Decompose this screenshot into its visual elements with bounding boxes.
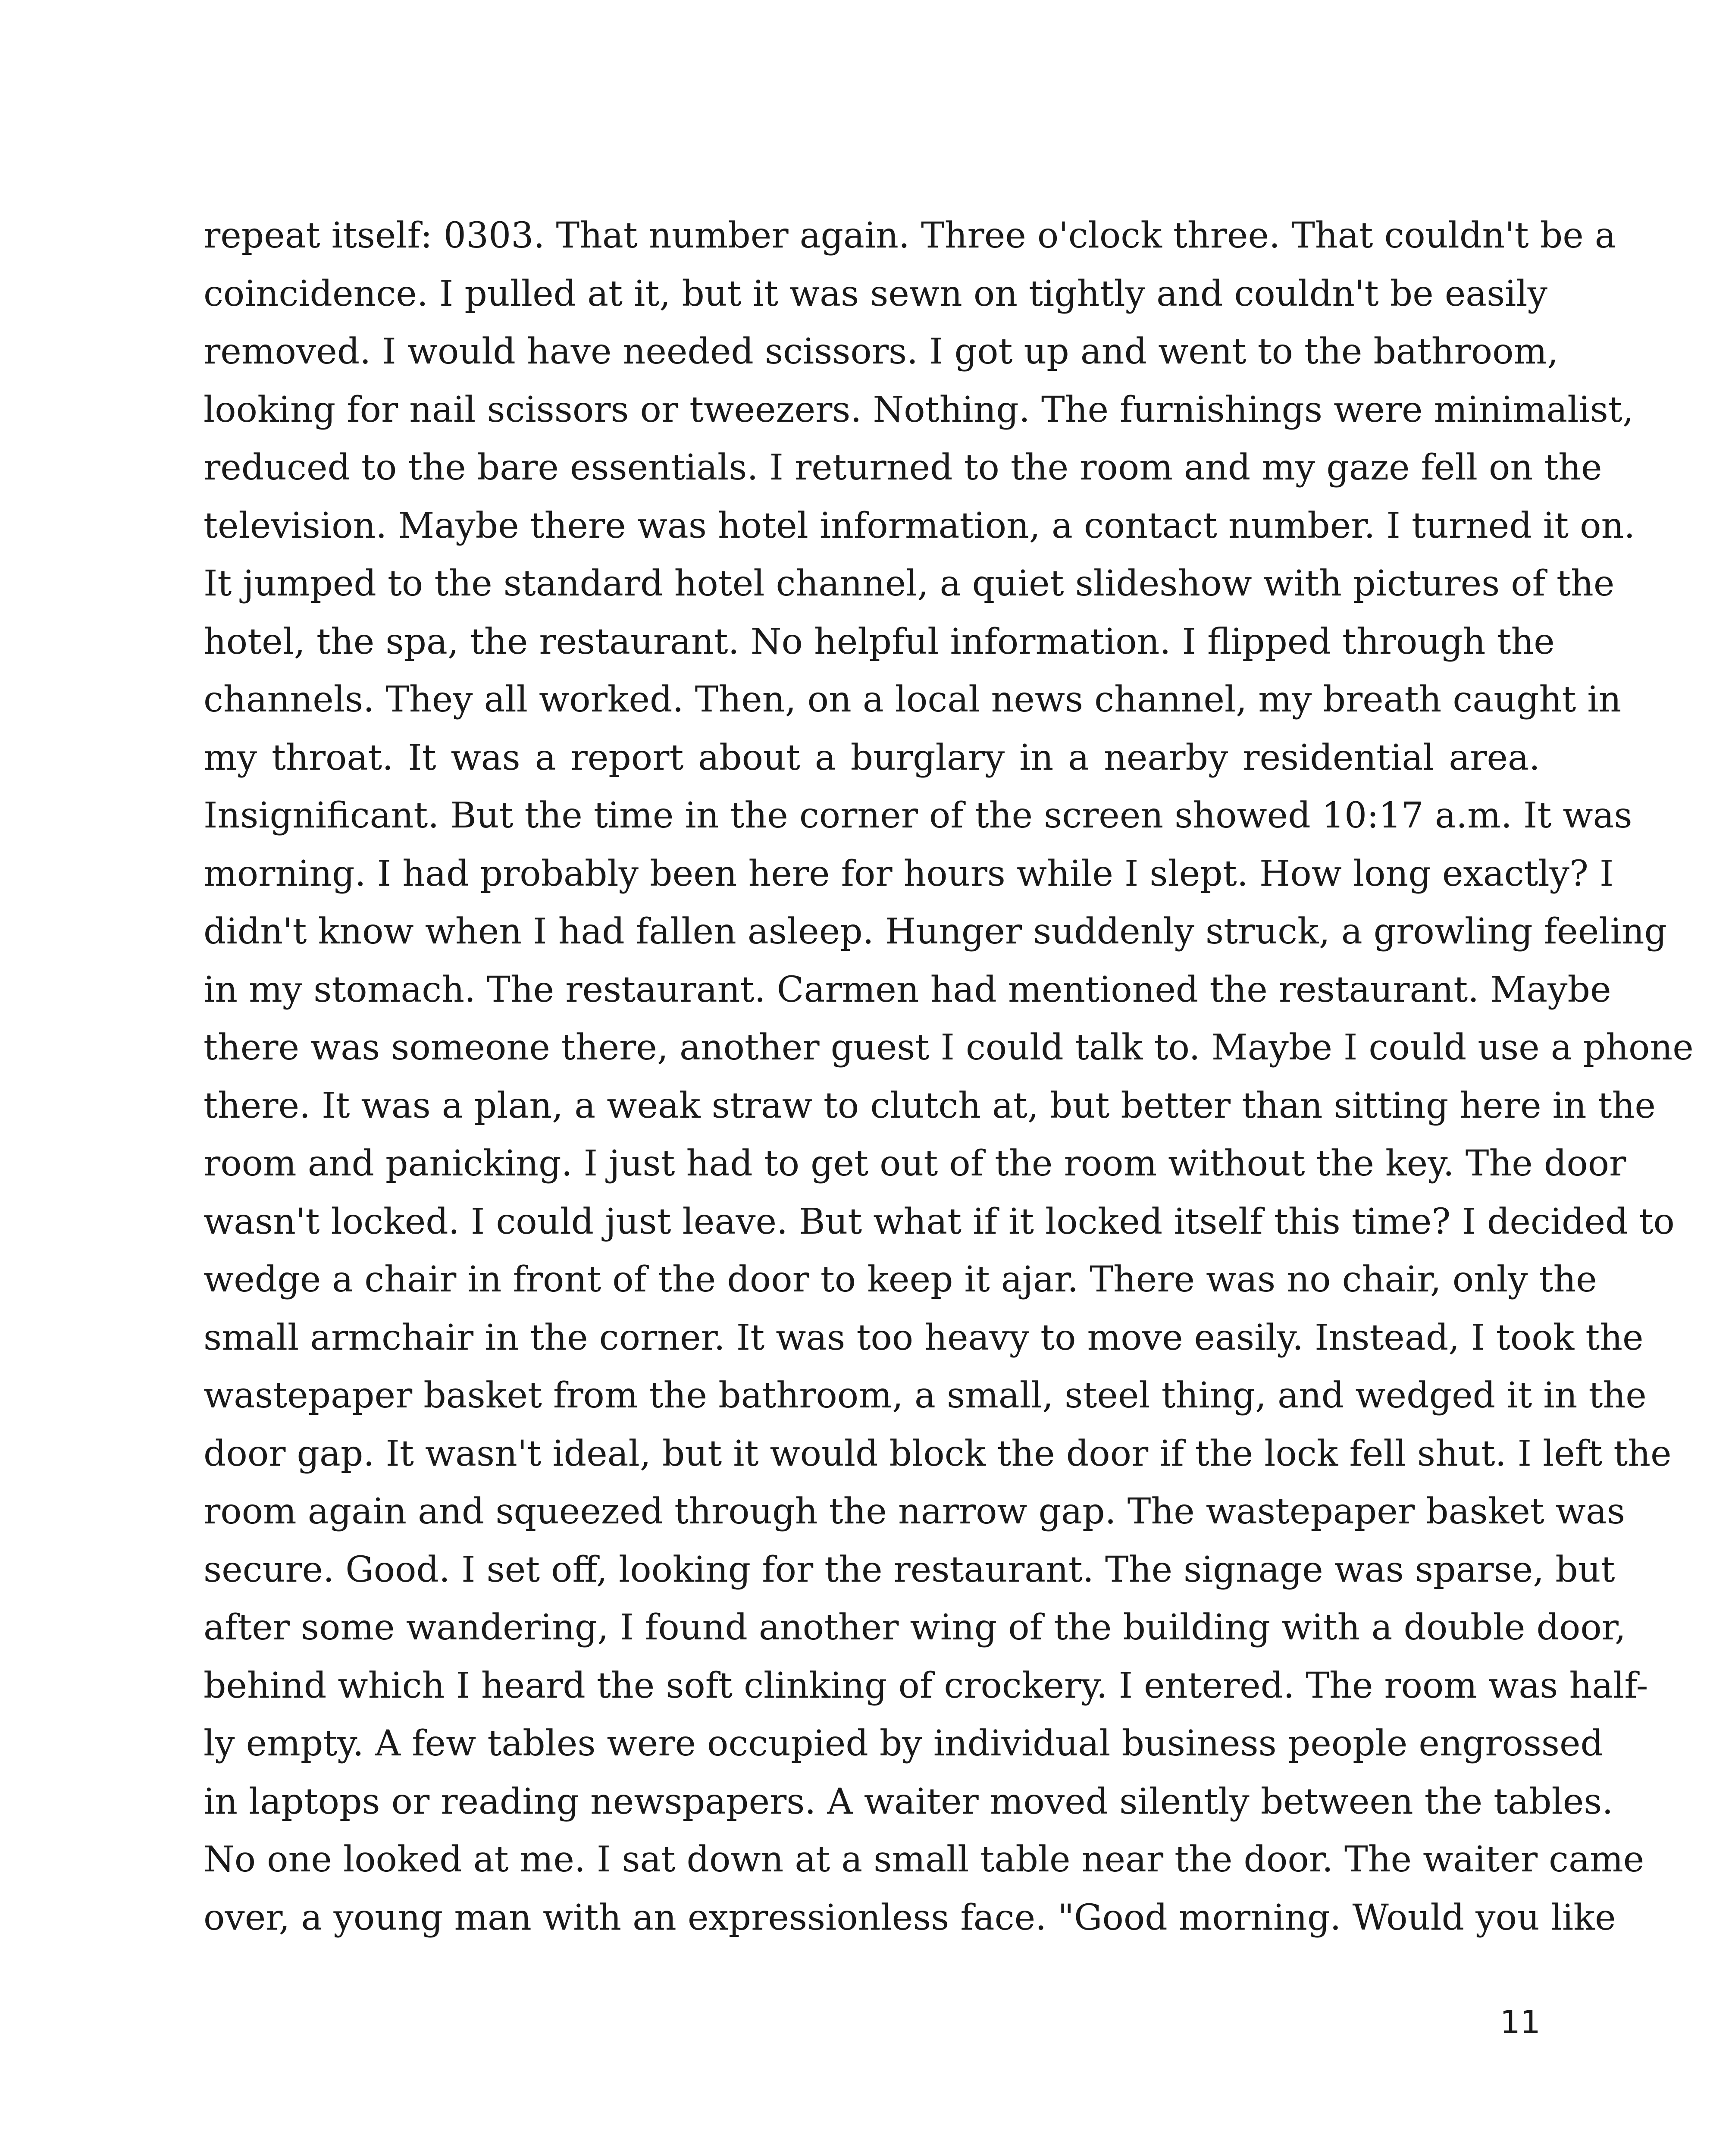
text-line: wastepaper basket from the bathroom, a small, steel thing, and wedged it in the [204, 1375, 1647, 1416]
text-line: repeat itself: 0303. That number again. Three o'clock three. That couldn't be a [204, 215, 1616, 256]
text-line: It jumped to the standard hotel channel, a quiet slideshow with pictures of the [204, 563, 1615, 604]
text-line: morning. I had probably been here for hours while I slept. How long exactly? I [204, 853, 1614, 894]
text-line: wasn't locked. I could just leave. But what if it locked itself this time? I decided to [204, 1201, 1675, 1242]
text-line: channels. They all worked. Then, on a local news channel, my breath caught in [204, 679, 1622, 720]
text-line: there. It was a plan, a weak straw to clutch at, but better than sitting here in the [204, 1085, 1656, 1126]
text-line: ly empty. A few tables were occupied by individual business people engrossed [204, 1723, 1604, 1764]
page-number: 11 [1500, 2004, 1541, 2041]
text-line: door gap. It wasn't ideal, but it would block the door if the lock fell shut. I left the [204, 1433, 1672, 1474]
text-line: removed. I would have needed scissors. I got up and went to the bathroom, [204, 331, 1559, 372]
text-line: television. Maybe there was hotel information, a contact number. I turned it on. [204, 505, 1635, 546]
text-line: there was someone there, another guest I could talk to. Maybe I could use a phone [204, 1027, 1694, 1068]
text-line: after some wandering, I found another wing of the building with a double door, [204, 1607, 1626, 1648]
text-line: secure. Good. I set off, looking for the restaurant. The signage was sparse, but [204, 1549, 1615, 1590]
text-line: room again and squeezed through the narrow gap. The wastepaper basket was [204, 1491, 1625, 1532]
text-line: wedge a chair in front of the door to keep it ajar. There was no chair, only the [204, 1259, 1597, 1300]
text-line: didn't know when I had fallen asleep. Hunger suddenly struck, a growling feeling [204, 911, 1667, 952]
text-line: small armchair in the corner. It was too heavy to move easily. Instead, I took the [204, 1317, 1644, 1358]
text-line: in my stomach. The restaurant. Carmen had mentioned the restaurant. Maybe [204, 969, 1611, 1010]
text-line: No one looked at me. I sat down at a small table near the door. The waiter came [204, 1839, 1644, 1880]
text-line: hotel, the spa, the restaurant. No helpful information. I flipped through the [204, 621, 1555, 662]
text-line: room and panicking. I just had to get out of the room without the key. The door [204, 1143, 1626, 1184]
text-line: Insignificant. But the time in the corner of the screen showed 10:17 a.m. It was [204, 795, 1632, 836]
text-line: behind which I heard the soft clinking of crockery. I entered. The room was half- [204, 1665, 1648, 1706]
text-line: in laptops or reading newspapers. A waiter moved silently between the tables. [204, 1781, 1613, 1822]
text-line: looking for nail scissors or tweezers. Nothing. The furnishings were minimalist, [204, 389, 1634, 430]
body-text [204, 207, 1694, 1947]
text-line: over, a young man with an expressionless face. "Good morning. Would you like [204, 1897, 1616, 1938]
text-line: coincidence. I pulled at it, but it was sewn on tightly and couldn't be easily [204, 273, 1547, 314]
text-line: my throat. It was a report about a burglary in a nearby residential area. [204, 737, 1540, 778]
text-line: reduced to the bare essentials. I returned to the room and my gaze fell on the [204, 447, 1602, 488]
